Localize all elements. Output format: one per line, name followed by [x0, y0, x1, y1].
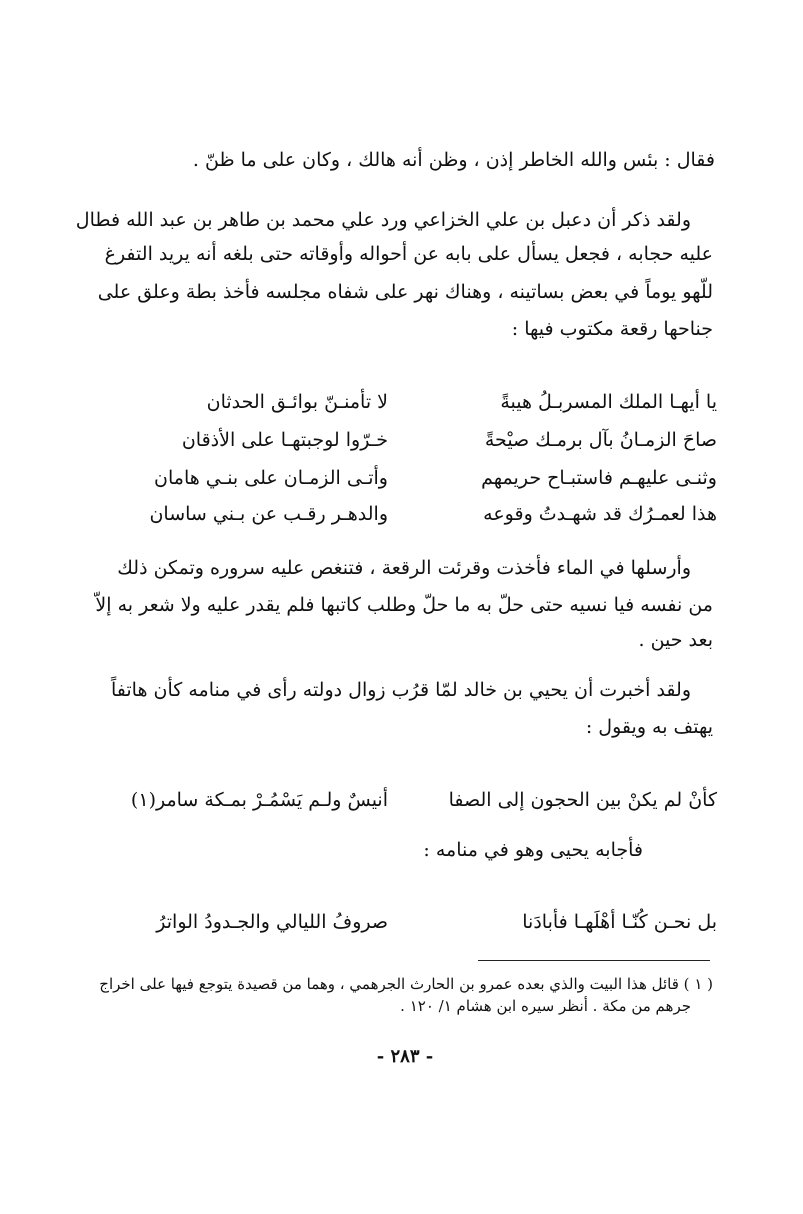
verse-hemistich-first: وثنـى عليهـم فاستبـاح حريمهم — [481, 467, 717, 489]
page-number: - ٢٨٣ - — [376, 1046, 434, 1067]
verse-hemistich-first: بل نحـن كُنّـا أهْلَهـا فأبادَنا — [522, 911, 717, 933]
text-line: ولقد ذكر أن دعبل بن علي الخزاعي ورد علي محمد بن طاهر بن عبد الله فطال — [75, 209, 691, 231]
footnote-line: ( ١ ) قائل هذا البيت والذي بعده عمرو بن الحارث الجرهمي ، وهما من قصيدة يتوجع فيها على اخراج — [99, 975, 713, 993]
verse-hemistich-first: هذا لعمـرُك قد شهـدتُ وقوعه — [483, 503, 717, 525]
text-line: يهتف به ويقول : — [585, 716, 713, 738]
text-line: جناحها رقعة مكتوب فيها : — [511, 318, 713, 340]
verse-hemistich-second: وأتـى الزمـان على بنـي هامان — [154, 467, 388, 489]
verse-hemistich-second: صروفُ الليالي والجـدودُ الواترُ — [156, 911, 388, 933]
footnote-line: جرهم من مكة . أنظر سيره ابن هشام ١/ ١٢٠ . — [400, 997, 691, 1015]
verse-hemistich-first: كأنْ لم يكنْ بين الحجون إلى الصفا — [448, 789, 717, 811]
text-line: فقال : بئس والله الخاطر إذن ، وظن أنه هالك ، وكان على ما ظنّ . — [192, 149, 715, 171]
text-line: من نفسه فيا نسيه حتى حلّ به ما حلّ وطلب كاتبها فلم يقدر عليه ولا شعر به إلاّ — [95, 594, 713, 616]
text-line: عليه حجابه ، فجعل يسأل على بابه عن أحواله وأوقاته حتى بلغه أنه يريد التفرغ — [104, 243, 713, 265]
text-line: ولقد أخبرت أن يحيي بن خالد لمّا قرُب زوال دولته رأى في منامه كأن هاتفاً — [110, 679, 691, 701]
verse-hemistich-second: خـرّوا لوجبتهـا على الأذقان — [181, 429, 388, 451]
verse-hemistich-second: لا تأمنـنّ بوائـق الحدثان — [206, 391, 388, 413]
text-line: فأجابه يحيى وهو في منامه : — [423, 839, 643, 861]
text-line: بعد حين . — [638, 629, 713, 651]
text-line: وأرسلها في الماء فأخذت وقرئت الرقعة ، فتنغص عليه سروره وتمكن ذلك — [117, 557, 691, 579]
verse-hemistich-second: أنيسٌ ولـم يَسْمُـرْ بمـكة سامر(١) — [130, 789, 388, 811]
verse-hemistich-first: صاحَ الزمـانُ بآل برمـك صيْحةً — [484, 429, 717, 451]
footnote-divider — [478, 960, 710, 961]
verse-hemistich-first: يا أيهـا الملك المسربـلُ هيبةً — [500, 391, 717, 413]
verse-hemistich-second: والدهـر رقـب عن بـني ساسان — [149, 503, 388, 525]
text-line: للّهو يوماً في بعض بساتينه ، وهناك نهر على شفاه مجلسه فأخذ بطة وعلق على — [97, 281, 713, 303]
